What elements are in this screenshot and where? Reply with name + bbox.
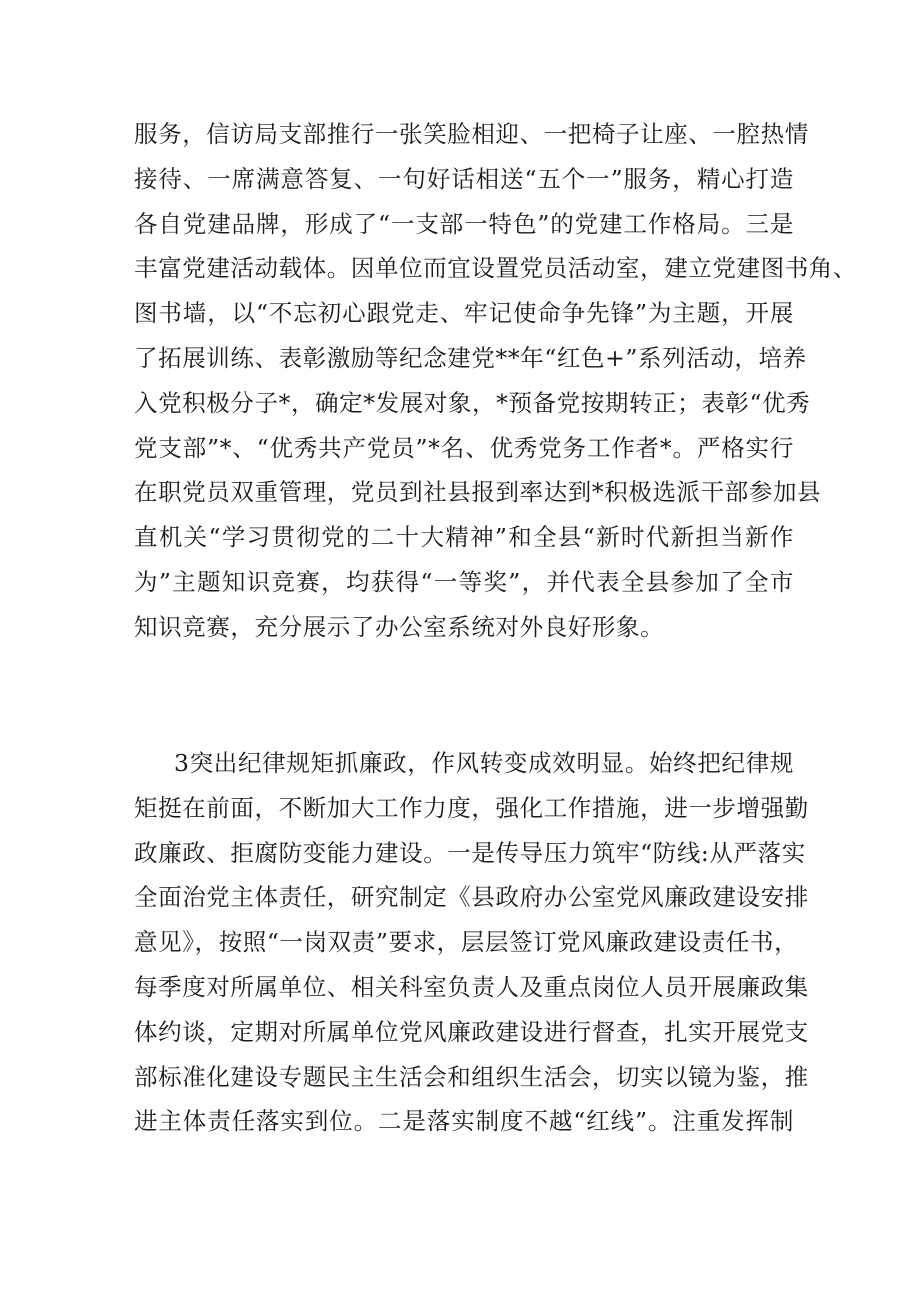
paragraph-line: 为”主题知识竞赛，均获得“一等奖”，并代表全县参加了全市 xyxy=(134,567,794,596)
paragraph-line: 矩挺在前面，不断加大工作力度，强化工作措施，进一步增强勤 xyxy=(134,793,809,822)
paragraph-line: 意见》，按照“一岗双责”要求，层层签订党风廉政建设责任书， xyxy=(134,928,799,957)
paragraph-line: 政廉政、拒腐防变能力建设。一是传导压力筑牢“防线:从严落实 xyxy=(134,838,806,867)
paragraph-line: 党支部”*、“优秀共产党员”*名、优秀党务工作者*。严格实行 xyxy=(134,433,794,462)
paragraph-line: 入党积极分子*，确定*发展对象，*预备党按期转正；表彰“优秀 xyxy=(134,388,811,417)
paragraph-line: 丰富党建活动载体。因单位而宜设置党员活动室，建立党建图书角、 xyxy=(134,254,857,283)
paragraph-line: 图书墙，以“不忘初心跟党走、牢记使命争先锋”为主题，开展 xyxy=(134,299,794,328)
paragraph-line: 知识竞赛，充分展示了办公室系统对外良好形象。 xyxy=(134,612,665,641)
paragraph-line: 体约谈，定期对所属单位党风廉政建设进行督查，扎实开展党支 xyxy=(134,1017,809,1046)
paragraph-line: 了拓展训练、表彰激励等纪念建党**年“红色+”系列活动，培养 xyxy=(134,343,807,372)
paragraph-line: 服务，信访局支部推行一张笑脸相迎、一把椅子让座、一腔热情 xyxy=(134,120,809,148)
paragraph-line: 每季度对所属单位、相关科室负责人及重点岗位人员开展廉政集 xyxy=(134,972,809,1001)
paragraph-line: 3突出纪律规矩抓廉政，作风转变成效明显。始终把纪律规 xyxy=(174,749,794,777)
paragraph-2 xyxy=(134,741,809,1144)
paragraph-line: 部标准化建设专题民主生活会和组织生活会，切实以镜为鉴，推 xyxy=(134,1062,809,1091)
paragraph-line: 在职党员双重管理，党员到社县报到率达到*积极选派干部参加县 xyxy=(134,478,822,507)
paragraph-line: 进主体责任落实到位。二是落实制度不越“红线”。注重发挥制 xyxy=(134,1107,794,1136)
paragraph-line: 全面治党主体责任，研究制定《县政府办公室党风廉政建设安排 xyxy=(134,883,809,912)
paragraph-line: 各自党建品牌，形成了“一支部一特色”的党建工作格局。三是 xyxy=(134,209,794,238)
paragraph-line: 接待、一席满意答复、一句好话相送“五个一”服务，精心打造 xyxy=(134,164,794,193)
paragraph-1 xyxy=(134,112,857,650)
paragraph-line: 直机关“学习贯彻党的二十大精神”和全县“新时代新担当新作 xyxy=(134,523,794,552)
